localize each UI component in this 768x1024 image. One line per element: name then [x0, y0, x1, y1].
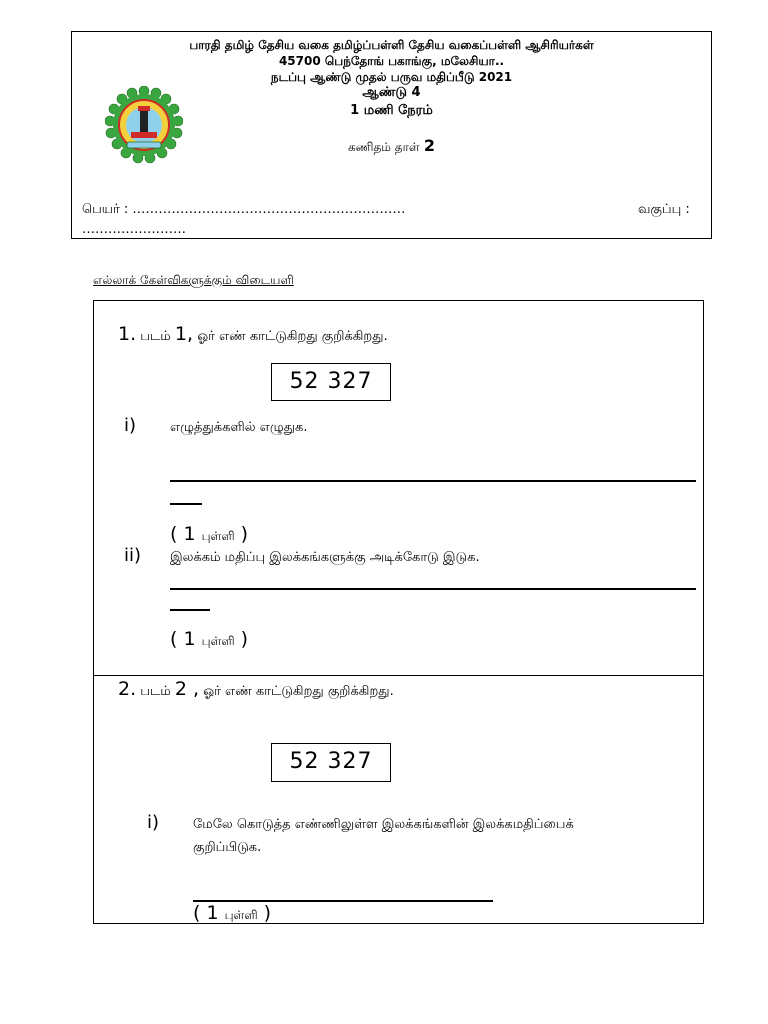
section-title: எல்லாக் கேள்விகளுக்கும் விடையளி	[93, 273, 294, 287]
duration: 1 மணி நேரம்	[350, 103, 433, 118]
question-2-box	[93, 675, 704, 924]
question-1-word: படம்	[140, 329, 171, 344]
question-2-figure-number: 2 ,	[174, 678, 200, 700]
school-name: பாரதி தமிழ் தேசிய வகை தமிழ்ப்பள்ளி தேசிய வகைப்பள்ளி ஆசிரியர்கள்	[189, 38, 594, 52]
question-1-intro	[118, 323, 388, 345]
question-2-part-i-label: i)	[147, 812, 160, 833]
question-1-part-ii-label: ii)	[124, 545, 142, 566]
question-1-number: 1.	[118, 323, 137, 345]
question-2-number-box: 52 327	[271, 743, 391, 782]
question-1-figure-number: 1,	[174, 323, 194, 345]
question-1-part-i-marks	[170, 523, 248, 545]
header-box	[71, 31, 712, 239]
answer-line-continuation[interactable]	[170, 503, 202, 505]
question-1-part-i-text: எழுத்துக்களில் எழுதுக.	[170, 420, 308, 435]
class-label: வகுப்பு :	[638, 202, 690, 217]
paper-label: கணிதம் தாள்	[347, 140, 420, 154]
marks-word: புள்ளி	[201, 634, 235, 648]
answer-line-continuation[interactable]	[170, 609, 210, 611]
answer-line[interactable]	[170, 480, 696, 482]
question-2-rest: ஓர் எண் காட்டுகிறது குறிக்கிறது.	[203, 684, 394, 699]
question-2-part-i-line2: குறிப்பிடுக.	[193, 840, 262, 855]
question-2-part-i-marks	[193, 902, 271, 924]
name-field	[82, 202, 405, 218]
marks-close: )	[240, 523, 249, 545]
question-2-number: 2.	[118, 678, 137, 700]
question-1-box	[93, 300, 704, 676]
marks-close: )	[263, 902, 272, 924]
paper-number: 2	[423, 136, 436, 155]
question-1-part-ii-marks	[170, 628, 248, 650]
answer-line[interactable]	[170, 588, 696, 590]
marks-open: ( 1	[193, 902, 219, 924]
marks-open: ( 1	[170, 523, 196, 545]
question-1-number-box: 52 327	[271, 363, 391, 401]
exam-title: நடப்பு ஆண்டு முதல் பருவ மதிப்பீடு 2021	[270, 70, 513, 84]
question-1-rest: ஓர் எண் காட்டுகிறது குறிக்கிறது.	[197, 329, 388, 344]
marks-open: ( 1	[170, 628, 196, 650]
marks-word: புள்ளி	[224, 908, 258, 922]
marks-word: புள்ளி	[201, 529, 235, 543]
question-2-word: படம்	[140, 684, 171, 699]
name-label: பெயர்	[82, 202, 120, 217]
question-2-intro	[118, 678, 394, 700]
question-1-part-ii-text: இலக்கம் மதிப்பு இலக்கங்களுக்கு அடிக்கோடு இடுக.	[170, 550, 480, 565]
marks-close: )	[240, 628, 249, 650]
question-1-part-i-label: i)	[124, 415, 137, 436]
question-2-part-i-line1: மேலே கொடுத்த எண்ணிலுள்ள இலக்கங்களின் இலக்கமதிப்பைக்	[193, 817, 574, 832]
name-dots: : ………………………………………………………	[119, 202, 406, 217]
school-logo-icon	[105, 86, 183, 164]
year-level: ஆண்டு 4	[362, 85, 421, 100]
class-dots: ……………………	[82, 222, 186, 237]
school-address: 45700 பெந்தோங் பகாங்கு, மலேசியா..	[278, 54, 505, 68]
